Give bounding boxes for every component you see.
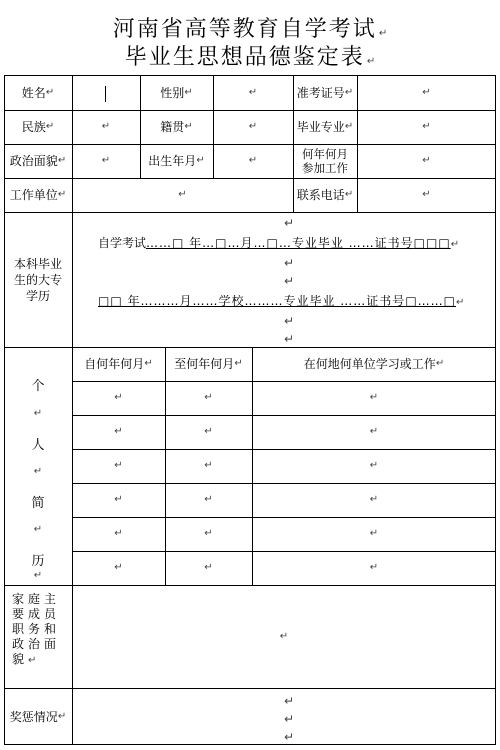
major-field[interactable]: ↵ bbox=[422, 121, 431, 132]
birth-date-field[interactable]: ↵ bbox=[248, 155, 258, 166]
resume-from-header: 自何年何月 ↵ bbox=[84, 357, 153, 371]
resume-where-cell[interactable]: ↵ bbox=[369, 392, 379, 403]
work-start-field[interactable]: ↵ bbox=[422, 155, 431, 166]
resume-to-cell[interactable]: ↵ bbox=[204, 392, 213, 403]
native-place-label: 籍贯 ↵ bbox=[160, 120, 193, 134]
work-start-label: 何年何月参加工作 bbox=[302, 147, 348, 175]
gender-label: 性别 ↵ bbox=[160, 85, 193, 100]
resume-to-cell[interactable]: ↵ bbox=[204, 460, 213, 471]
education-label: 本科毕业生的大专学历 bbox=[13, 256, 62, 303]
family-field[interactable]: ↵ bbox=[279, 630, 289, 642]
phone-field[interactable]: ↵ bbox=[422, 189, 431, 200]
ethnicity-field[interactable]: ↵ bbox=[101, 121, 111, 132]
major-label: 毕业专业 ↵ bbox=[296, 120, 354, 134]
name-label: 姓名 ↵ bbox=[21, 85, 55, 100]
resume-to-cell[interactable]: ↵ bbox=[204, 562, 213, 573]
phone-label: 联系电话 ↵ bbox=[296, 188, 354, 202]
resume-where-header: 在何地何单位学习或工作 ↵ bbox=[303, 357, 445, 371]
resume-from-cell[interactable]: ↵ bbox=[114, 528, 123, 539]
exam-id-label: 准考证号 ↵ bbox=[296, 85, 354, 100]
resume-from-cell[interactable]: ↵ bbox=[114, 460, 123, 471]
resume-from-cell[interactable]: ↵ bbox=[114, 494, 123, 505]
resume-from-cell[interactable]: ↵ bbox=[114, 392, 123, 403]
political-status-label: 政治面貌 ↵ bbox=[9, 154, 67, 168]
resume-from-cell[interactable]: ↵ bbox=[114, 426, 123, 437]
resume-to-header: 至何年何月 ↵ bbox=[174, 357, 243, 371]
resume-to-cell[interactable]: ↵ bbox=[204, 426, 213, 437]
resume-where-cell[interactable]: ↵ bbox=[369, 460, 379, 471]
work-unit-field[interactable]: ↵ bbox=[178, 189, 187, 200]
resume-where-cell[interactable]: ↵ bbox=[369, 426, 379, 437]
education-line-2: □□ 年………月……学校………专业毕业 ……证书号□……□↵ bbox=[98, 294, 465, 308]
form-title-line1: 河南省高等教育自学考试 ↵ bbox=[112, 17, 388, 42]
exam-id-field[interactable]: ↵ bbox=[422, 86, 431, 98]
name-field[interactable] bbox=[72, 75, 140, 110]
resume-to-cell[interactable]: ↵ bbox=[204, 494, 213, 505]
resume-from-cell[interactable]: ↵ bbox=[114, 562, 123, 573]
education-line-1: 自学考试……□ 年…□…月…□…专业毕业 ……证书号□□□↵ bbox=[98, 236, 460, 250]
resume-where-cell[interactable]: ↵ bbox=[369, 494, 379, 505]
rewards-label: 奖惩情况 ↵ bbox=[9, 709, 67, 724]
resume-where-cell[interactable]: ↵ bbox=[369, 562, 379, 573]
work-unit-label: 工作单位 ↵ bbox=[9, 188, 67, 202]
birth-date-label: 出生年月 ↵ bbox=[148, 154, 205, 168]
gender-field[interactable]: ↵ bbox=[248, 86, 258, 98]
ethnicity-label: 民族 ↵ bbox=[21, 120, 55, 134]
text-cursor bbox=[105, 86, 106, 102]
native-place-field[interactable]: ↵ bbox=[248, 121, 258, 132]
political-status-field[interactable]: ↵ bbox=[101, 155, 111, 166]
family-label: 家庭主要成员职务和政治面貌↵ bbox=[12, 592, 61, 666]
form-title-line2: 毕业生思想品德鉴定表 ↵ bbox=[124, 45, 376, 70]
resume-where-cell[interactable]: ↵ bbox=[369, 528, 379, 539]
resume-to-cell[interactable]: ↵ bbox=[204, 528, 213, 539]
